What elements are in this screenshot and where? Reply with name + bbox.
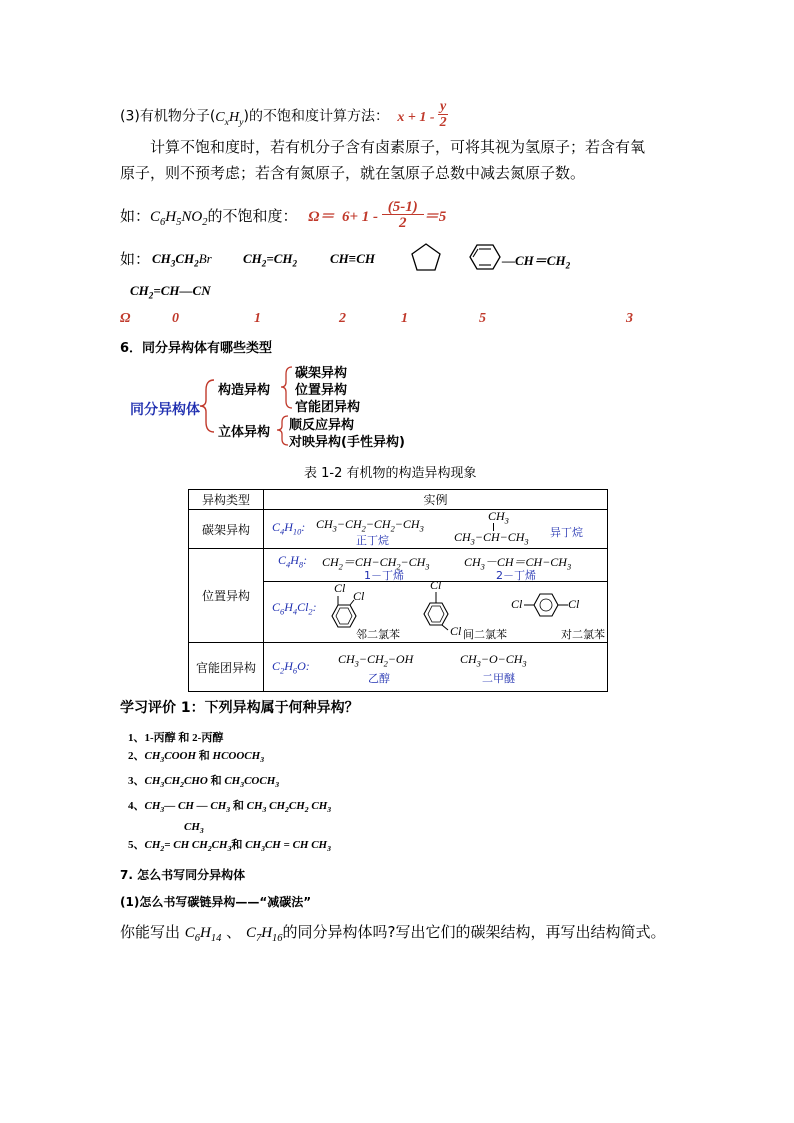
branch-stereo: 立体异构 bbox=[218, 425, 271, 440]
table-row bbox=[189, 510, 608, 549]
example-2-prefix: 如： bbox=[120, 250, 151, 268]
cyclopentane-icon bbox=[410, 242, 442, 272]
table-row bbox=[189, 643, 608, 692]
table-caption: 表 1-2 有机物的构造异构现象 bbox=[304, 466, 477, 481]
row-type: 官能团异构 bbox=[189, 643, 264, 692]
example-1: 如：$C_6H_5NO_2$的不饱和度： Ω＝ 6+ 1 - $\frac{(5-1)}{2}$ ＝5 bbox=[120, 199, 447, 231]
ethanol-formula: $CH_3-CH_2-OH$ bbox=[338, 652, 414, 669]
section7-question: 你能写出 $C_6H_{14}$ 、 $C_7H_{16}$的同分异构体吗?写出它们的碳架结构，再写出结构简式。 bbox=[120, 923, 666, 944]
omega-label: Ω bbox=[120, 311, 131, 326]
row-example-cell bbox=[264, 643, 607, 691]
row-type: 位置异构 bbox=[189, 549, 264, 643]
isomer-table bbox=[188, 489, 608, 692]
brace-structural-icon bbox=[280, 364, 294, 412]
table-row bbox=[189, 549, 608, 582]
compound-ethene: $CH_2=CH_2$ bbox=[243, 251, 298, 269]
isobutane-branch: $CH_3$ bbox=[488, 509, 509, 526]
formula-cxhy: $C_xH_y$ bbox=[215, 109, 244, 128]
eval-item-3: 3、$CH_3CH_2CHO$ 和 $CH_3COCH_3$ bbox=[128, 775, 280, 790]
eval-item-1: 1、1-丙醇 和 2-丙醇 bbox=[128, 732, 224, 744]
eval-item-4: 4、$CH_3—$ CH — $CH_3$ 和 $CH_3$ $CH_2CH_2$ $CH_3$ bbox=[128, 800, 332, 815]
table-header-row bbox=[189, 490, 608, 510]
isobutane-formula: $CH_3-CH-CH_3$ bbox=[454, 530, 529, 547]
branch-structural: 构造异构 bbox=[218, 383, 271, 398]
formula-c4h8: $C_4H_8$: bbox=[278, 553, 308, 570]
eval-item-5: 5、$CH_2=$ CH $CH_2CH_3$和 $CH_3CH$ = CH $CH_3$ bbox=[128, 839, 331, 854]
eval-item-2: 2、$CH_3COOH$ 和 $HCOOCH_3$ bbox=[128, 750, 265, 765]
ortho-name: 邻二氯苯 bbox=[356, 628, 400, 641]
cl-label: Cl bbox=[450, 624, 462, 638]
item-enantiomer: 对映异构(手性异构) bbox=[289, 435, 405, 450]
dimethyl-ether-formula: $CH_3-O-CH_3$ bbox=[460, 652, 527, 669]
item-cis-trans: 顺反应异构 bbox=[289, 418, 355, 433]
isomer-root: 同分异构体 bbox=[130, 402, 200, 418]
omega-value: 0 bbox=[172, 311, 179, 326]
header-example: 实例 bbox=[264, 490, 608, 510]
cl-label: Cl bbox=[334, 581, 346, 595]
omega-value: 2 bbox=[339, 311, 346, 326]
omega-value: 1 bbox=[401, 311, 408, 326]
compound-acrylonitrile: $CH_2=CH—CN$ bbox=[130, 283, 211, 301]
formula-c6h5no2: $C_6H_5NO_2$ bbox=[150, 208, 208, 228]
compound-ethyne: CH≡CH bbox=[330, 251, 375, 266]
brace-main-icon bbox=[198, 376, 218, 436]
omega-value: 3 bbox=[626, 311, 633, 326]
cl-label: Cl bbox=[353, 589, 365, 603]
brace-stereo-icon bbox=[276, 414, 290, 448]
2-butene-name: 2－丁烯 bbox=[496, 569, 536, 582]
cl-label: Cl bbox=[568, 597, 580, 611]
1-butene-formula: $CH_2=CH-CH_2-CH_3$ bbox=[322, 555, 430, 572]
section7-title: 7. 怎么书写同分异构体 bbox=[120, 868, 246, 882]
paragraph-line-1: 计算不饱和度时，若有机分子含有卤素原子，可将其视为氢原子；若含有氧 bbox=[150, 138, 646, 156]
1-butene-name: 1－丁烯 bbox=[364, 569, 404, 582]
unsaturation-formula: x + 1 - $\frac{y}{2}$ bbox=[397, 99, 447, 130]
eval-item-4-branch: $CH_3$ bbox=[184, 821, 204, 836]
para-name: 对二氯苯 bbox=[561, 628, 605, 641]
formula-c4h10: $C_4H_{10}$: bbox=[272, 520, 306, 537]
item-carbon-skeleton: 碳架异构 bbox=[295, 366, 348, 381]
evaluation-title: 学习评价 1：下列异构属于何种异构？ bbox=[120, 700, 359, 716]
formula-c2h6o: $C_2H_6O$: bbox=[272, 659, 310, 676]
row-example-cell bbox=[264, 578, 607, 642]
omega-value: 5 bbox=[479, 311, 486, 326]
cl-label: Cl bbox=[430, 578, 442, 592]
example-1-calc: Ω＝ 6+ 1 - $\frac{(5-1)}{2}$ ＝5 bbox=[308, 199, 447, 231]
header-type: 异构类型 bbox=[189, 490, 264, 510]
cl-label: Cl bbox=[511, 597, 523, 611]
isobutane-name: 异丁烷 bbox=[550, 526, 583, 539]
benzene-ring-icon bbox=[468, 242, 502, 272]
item-position: 位置异构 bbox=[295, 383, 348, 398]
n-butane-name: 正丁烷 bbox=[356, 534, 389, 547]
section6-title: 6．同分异构体有哪些类型 bbox=[120, 341, 273, 356]
n-butane-formula: $CH_3-CH_2-CH_2-CH_3$ bbox=[316, 517, 424, 534]
section7-subtitle: (1)怎么书写碳链异构——“减碳法” bbox=[120, 895, 312, 909]
row-type: 碳架异构 bbox=[189, 510, 264, 549]
meta-name: 间二氯苯 bbox=[463, 628, 507, 641]
row-example-cell bbox=[264, 549, 607, 581]
section3-heading: (3)有机物分子$(C_xH_y)$的不饱和度计算方法： x + 1 - $\frac{y}{2}$ bbox=[120, 99, 447, 130]
item-functional-group: 官能团异构 bbox=[295, 400, 361, 415]
ethanol-name: 乙醇 bbox=[368, 672, 390, 685]
formula-c6h4cl2: $C_6H_4Cl_2$: bbox=[272, 600, 317, 617]
compound-ethyl-bromide: $CH_3CH_2Br$ bbox=[152, 251, 212, 269]
compound-styrene-chain: $—CH=CH_2$ bbox=[502, 253, 571, 271]
row-example-cell bbox=[264, 510, 607, 548]
dimethyl-ether-name: 二甲醚 bbox=[482, 672, 515, 685]
2-butene-formula: $CH_3-CH=CH-CH_3$ bbox=[464, 555, 572, 572]
omega-value: 1 bbox=[254, 311, 261, 326]
paragraph-line-2: 原子，则不预考虑；若含有氮原子，就在氢原子总数中减去氮原子数。 bbox=[120, 164, 586, 182]
